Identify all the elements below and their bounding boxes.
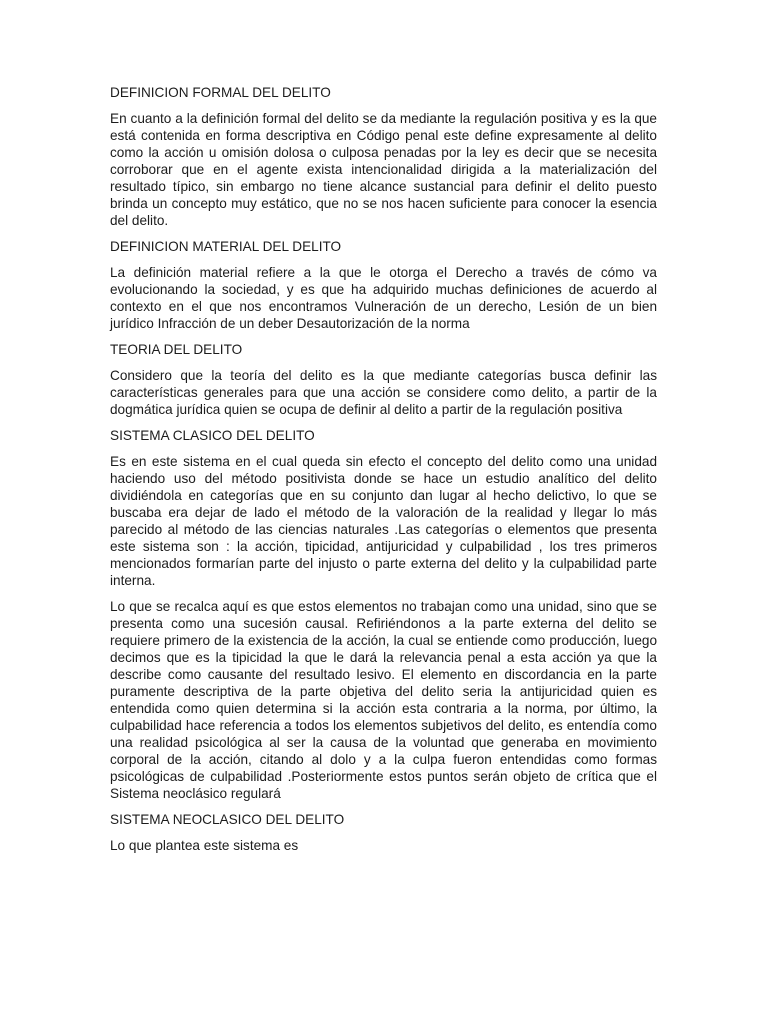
section-heading: SISTEMA CLASICO DEL DELITO — [110, 428, 315, 443]
section-sistema-clasico — [110, 427, 657, 802]
section-sistema-neoclasico — [110, 811, 657, 854]
document-page — [110, 84, 657, 863]
section-heading: SISTEMA NEOCLASICO DEL DELITO — [110, 812, 345, 827]
paragraph: La definición material refiere a la que le otorga el Derecho a través de cómo va evolucionando la sociedad, y es que ha adquirido muchas definiciones de acuerdo al contexto en el que nos encontramos Vulneración de un derecho, Lesión de un bien jurídico Infracción de un deber Desautorización de la norma — [110, 265, 657, 331]
section-definicion-material — [110, 238, 657, 332]
paragraph: En cuanto a la definición formal del delito se da mediante la regulación positiva y es la que está contenida en forma descriptiva en Código penal este define expresamente al delito como la acción u omisión dolosa o culposa penadas por la ley es decir que se necesita corroborar que en el agente exista intencionalidad dirigida a la materialización del resultado típico, sin embargo no tiene alcance sustancial para definir el delito puesto brinda un concepto muy estático, que no se nos hacen suficiente para conocer la esencia del delito. — [110, 111, 657, 228]
section-heading: DEFINICION MATERIAL DEL DELITO — [110, 239, 342, 254]
paragraph: Lo que plantea este sistema es — [110, 838, 299, 853]
paragraph: Lo que se recalca aquí es que estos elementos no trabajan como una unidad, sino que se presenta como una sucesión causal. Refiriéndonos a la parte externa del delito se requiere primero de la existencia de la acción, la cual se entiende como producción, luego decimos que es la tipicidad la que le dará la relevancia penal a esta acción ya que la describe como causante del resultado lesivo. El elemento en discordancia en la parte puramente descriptiva de la parte objetiva del delito seria la antijuricidad quien es entendida como quien determina si la acción esta contraria a la norma, por último, la culpabilidad hace referencia a todos los elementos subjetivos del delito, es entendía como una realidad psicológica al ser la causa de la voluntad que generaba en movimiento corporal de la acción, citando al dolo y a la culpa fueron entendidas como formas psicológicas de culpabilidad .Posteriormente estos puntos serán objeto de crítica que el Sistema neoclásico regulará — [110, 599, 657, 801]
section-heading: DEFINICION FORMAL DEL DELITO — [110, 85, 331, 100]
paragraph: Es en este sistema en el cual queda sin efecto el concepto del delito como una unidad haciendo uso del método positivista donde se hace un estudio analítico del delito dividiéndola en categorías que en su conjunto dan lugar al hecho delictivo, lo que se buscaba era dejar de lado el método de la valoración de la realidad y llegar lo más parecido al método de las ciencias naturales .Las categorías o elementos que presenta este sistema son : la acción, tipicidad, antijuricidad y culpabilidad , los tres primeros mencionados formarían parte del injusto o parte externa del delito y la culpabilidad parte interna. — [110, 454, 657, 588]
section-definicion-formal — [110, 84, 657, 229]
section-teoria-del-delito — [110, 341, 657, 418]
section-heading: TEORIA DEL DELITO — [110, 342, 243, 357]
paragraph: Considero que la teoría del delito es la que mediante categorías busca definir las características generales para que una acción se considere como delito, a partir de la dogmática jurídica quien se ocupa de definir al delito a partir de la regulación positiva — [110, 368, 657, 417]
